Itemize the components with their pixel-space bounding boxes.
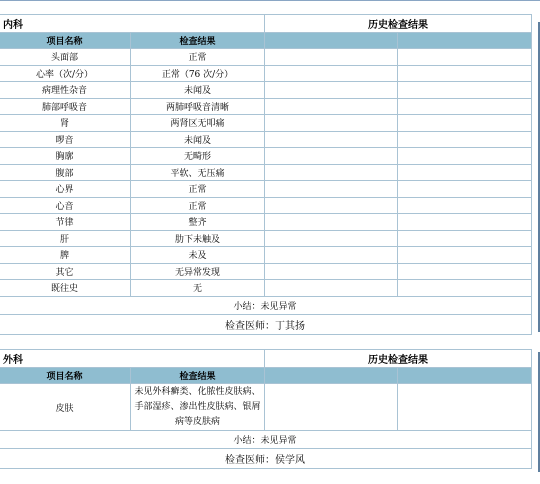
history-cell	[265, 49, 398, 66]
item-result: 正常	[131, 181, 265, 198]
column-header-item: 项目名称	[0, 368, 131, 384]
item-name: 其它	[0, 263, 131, 280]
table-row	[0, 49, 532, 66]
history-cell	[265, 280, 398, 297]
table-row	[0, 181, 532, 198]
history-cell	[398, 214, 532, 231]
table-row	[0, 131, 532, 148]
column-header-result: 检查结果	[131, 368, 265, 384]
item-name: 病理性杂音	[0, 82, 131, 99]
table-row	[0, 115, 532, 132]
table-row	[0, 164, 532, 181]
item-name: 皮肤	[0, 384, 131, 431]
item-name: 脾	[0, 247, 131, 264]
item-name: 肝	[0, 230, 131, 247]
history-cell	[265, 263, 398, 280]
history-cell	[265, 197, 398, 214]
history-cell	[265, 115, 398, 132]
history-cell	[265, 214, 398, 231]
internal-medicine-section	[0, 14, 532, 335]
item-result: 无畸形	[131, 148, 265, 165]
history-cell	[265, 181, 398, 198]
history-cell	[398, 181, 532, 198]
column-header-result: 检查结果	[131, 33, 265, 49]
history-cell	[265, 82, 398, 99]
item-name: 节律	[0, 214, 131, 231]
item-name: 腹部	[0, 164, 131, 181]
history-cell	[398, 230, 532, 247]
history-cell	[398, 197, 532, 214]
top-divider	[0, 0, 540, 1]
item-result: 平软、无压痛	[131, 164, 265, 181]
table-row	[0, 214, 532, 231]
section-summary: 小结：未见异常	[0, 296, 532, 314]
item-name: 心音	[0, 197, 131, 214]
item-result: 正常（76 次/分）	[131, 65, 265, 82]
item-name: 头面部	[0, 49, 131, 66]
item-result: 两肺呼吸音清晰	[131, 98, 265, 115]
department-title: 外科	[0, 350, 265, 368]
item-name: 啰音	[0, 131, 131, 148]
item-result: 未及	[131, 247, 265, 264]
history-cell	[398, 131, 532, 148]
column-header-history	[398, 33, 532, 49]
column-header-history	[398, 368, 532, 384]
column-header-item: 项目名称	[0, 33, 131, 49]
item-result: 正常	[131, 49, 265, 66]
item-result: 两肾区无叩痛	[131, 115, 265, 132]
table-row	[0, 247, 532, 264]
history-cell	[398, 280, 532, 297]
history-cell	[398, 65, 532, 82]
item-result: 未见外科癣类、化脓性皮肤病、手部湿疹、渗出性皮肤病、银屑病等皮肤病	[131, 384, 265, 431]
table-row	[0, 148, 532, 165]
section-summary: 小结：未见异常	[0, 431, 532, 449]
table-row	[0, 280, 532, 297]
item-result: 无异常发现	[131, 263, 265, 280]
examining-doctor: 检查医师：侯学风	[0, 449, 532, 469]
item-name: 肾	[0, 115, 131, 132]
history-cell	[398, 148, 532, 165]
item-name: 既往史	[0, 280, 131, 297]
item-result: 未闻及	[131, 82, 265, 99]
table-row	[0, 82, 532, 99]
history-cell	[398, 115, 532, 132]
department-title: 内科	[0, 15, 265, 33]
item-name: 心界	[0, 181, 131, 198]
history-cell	[265, 230, 398, 247]
history-cell	[398, 98, 532, 115]
history-title: 历史检查结果	[265, 15, 532, 33]
item-name: 心率（次/分）	[0, 65, 131, 82]
item-result: 未闻及	[131, 131, 265, 148]
history-cell	[398, 384, 532, 431]
table-row	[0, 384, 532, 431]
table-row	[0, 230, 532, 247]
item-name: 胸廓	[0, 148, 131, 165]
history-cell	[398, 247, 532, 264]
table-row	[0, 197, 532, 214]
item-result: 整齐	[131, 214, 265, 231]
history-cell	[265, 384, 398, 431]
item-name: 肺部呼吸音	[0, 98, 131, 115]
examining-doctor: 检查医师：丁其扬	[0, 314, 532, 334]
item-result: 无	[131, 280, 265, 297]
history-cell	[265, 164, 398, 181]
history-cell	[398, 164, 532, 181]
history-cell	[265, 65, 398, 82]
table-row	[0, 263, 532, 280]
column-header-history	[265, 33, 398, 49]
history-cell	[398, 82, 532, 99]
table-row	[0, 65, 532, 82]
column-header-history	[265, 368, 398, 384]
history-cell	[398, 263, 532, 280]
history-cell	[265, 98, 398, 115]
surgery-section	[0, 349, 532, 469]
item-result: 肋下未触及	[131, 230, 265, 247]
history-cell	[265, 148, 398, 165]
history-cell	[265, 131, 398, 148]
history-title: 历史检查结果	[265, 350, 532, 368]
history-cell	[398, 49, 532, 66]
item-result: 正常	[131, 197, 265, 214]
history-cell	[265, 247, 398, 264]
table-row	[0, 98, 532, 115]
